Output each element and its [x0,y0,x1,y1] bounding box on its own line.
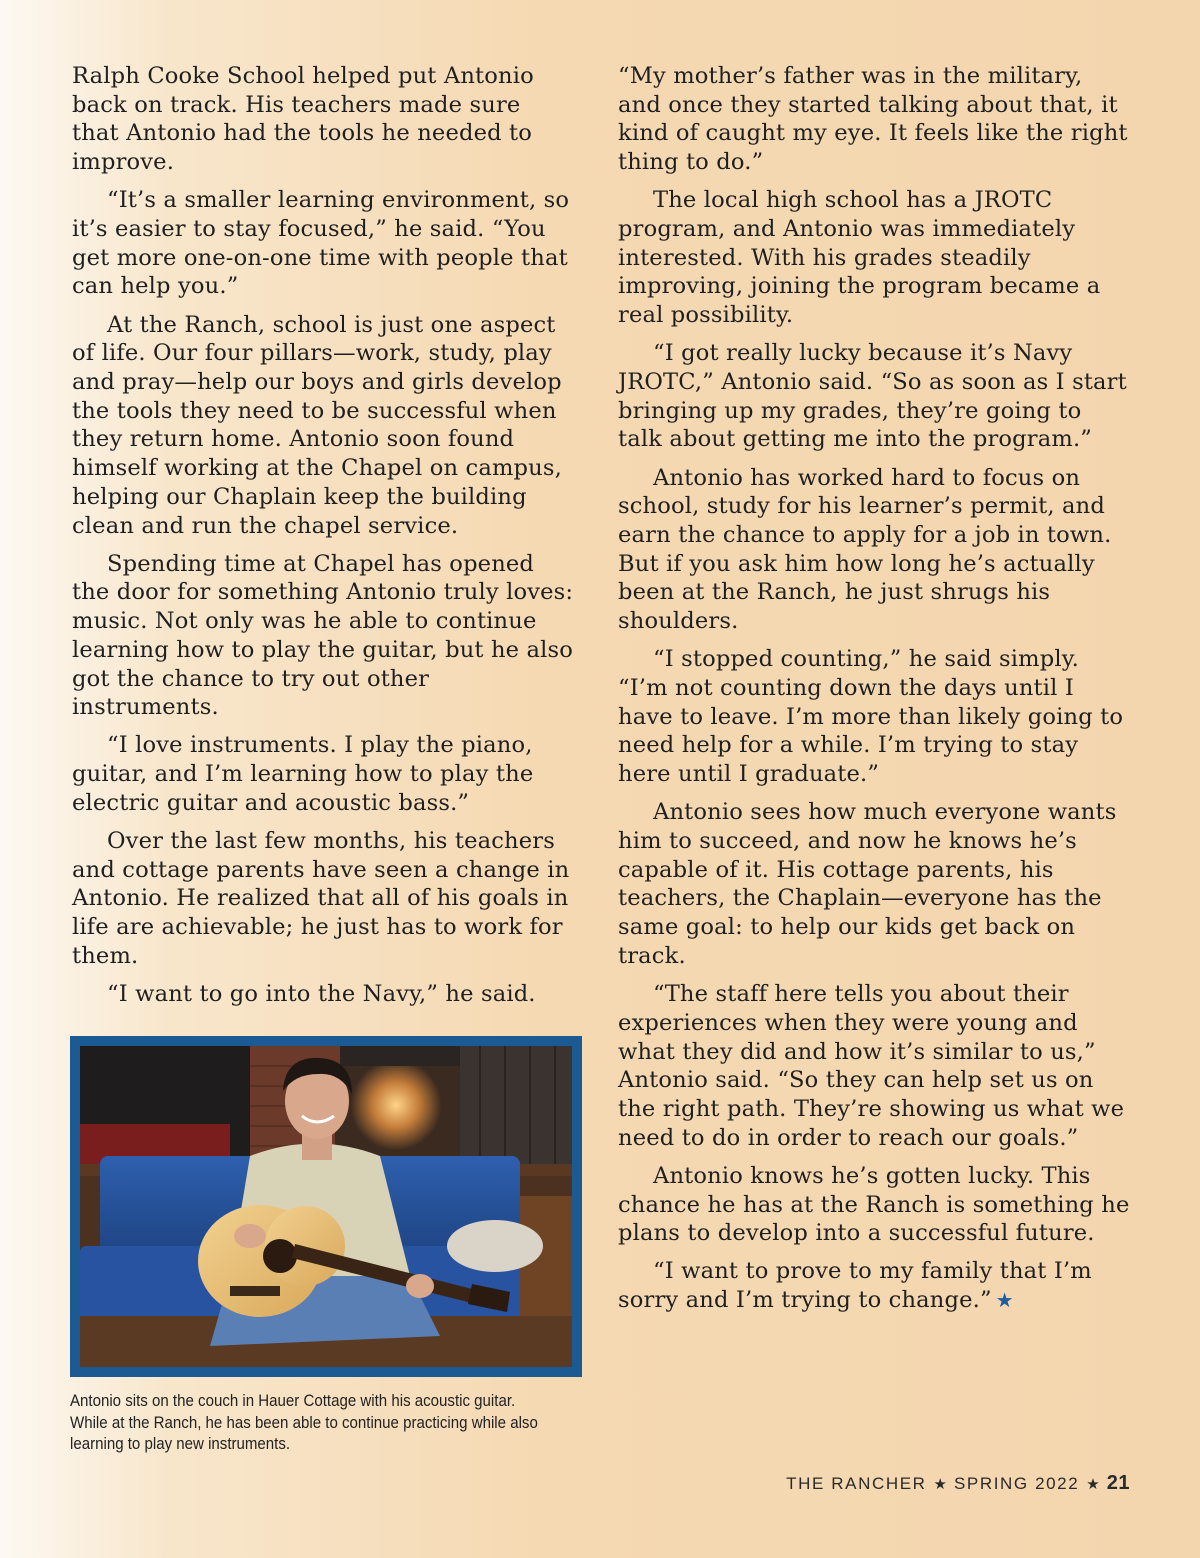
paragraph: “I stopped counting,” he said simply. “I’m not counting down the days until I have to leave. I’m more than likely going to need help for a while. I’m trying to stay here until I graduate.” [618,646,1124,788]
paragraph: Antonio has worked hard to focus on school, study for his learner’s permit, and earn the chance to apply for a job in town. But if you ask him how long he’s actually been at the Ranch, he just shrugs his shoulders. [618,464,1112,635]
photo-antonio-with-guitar [80,1046,572,1367]
paragraph: “My mother’s father was in the military, and once they started talking about that, it kind of caught my eye. It feels like the right thing to do.” [618,63,1128,176]
right-column [618,62,1130,1324]
paragraph: Antonio knows he’s gotten lucky. This chance he has at the Ranch is something he plans to develop into a successful future. [618,1162,1130,1247]
paragraph: At the Ranch, school is just one aspect of life. Our four pillars—work, study, play and pray—help our boys and girls develop the tools they need to be successful when they return home. Antonio soon found himself working at the Chapel on campus, helping our Chaplain keep the building clean and run the chapel service. [72,311,562,539]
paragraph: “I want to go into the Navy,” he said. [107,981,536,1008]
end-star-icon: ★ [995,1288,1014,1313]
page-number: 21 [1106,1472,1130,1494]
photo-frame [70,1036,582,1377]
star-separator-icon: ★ [1086,1475,1100,1493]
photo-caption: Antonio sits on the couch in Hauer Cottage with his acoustic guitar. While at the Ranch, he has been able to continue practicing while also learning to play new instruments. [70,1392,538,1453]
left-column [72,62,574,1018]
paragraph: “I love instruments. I play the piano, guitar, and I’m learning how to play the electric guitar and acoustic bass.” [72,732,534,816]
paragraph-text: “I want to prove to my family that I’m sorry and I’m trying to change.” [618,1258,1092,1314]
issue-date: SPRING 2022 [953,1473,1080,1493]
paragraph-final [618,1257,1130,1314]
paragraph: Spending time at Chapel has opened the door for something Antonio truly loves: music. Not only was he able to continue learning how to play the guitar, but he also got the chance to try out other instruments. [72,550,574,721]
paragraph: Ralph Cooke School helped put Antonio back on track. His teachers made sure that Antonio had the tools he needed to improve. [72,63,534,176]
paragraph: The local high school has a JROTC program, and Antonio was immediately interested. With his grades steadily improving, joining the program became a real possibility. [618,187,1101,329]
paragraph: “It’s a smaller learning environment, so it’s easier to stay focused,” he said. “You get more one-on-one time with people that can help you.” [72,187,570,300]
star-separator-icon: ★ [933,1475,947,1493]
paragraph: “I got really lucky because it’s Navy JROTC,” Antonio said. “So as soon as I start bringing up my grades, they’re going to talk about getting me into the program.” [618,340,1127,453]
paragraph: “The staff here tells you about their experiences when they were young and what they did and how it’s similar to us,” Antonio said. “So they can help set us on the right path. They’re showing us what we need to do in order to reach our goals.” [618,981,1125,1151]
paragraph: Antonio sees how much everyone wants him to succeed, and now he knows he’s capable of it. His cottage parents, his teachers, the Chaplain—everyone has the same goal: to help our kids get back on track. [618,799,1117,969]
publication-name: THE RANCHER [786,1473,927,1493]
paragraph: Over the last few months, his teachers and cottage parents have seen a change in Antonio. He realized that all of his goals in life are achievable; he just has to work for them. [72,828,570,969]
page-footer [786,1472,1130,1495]
